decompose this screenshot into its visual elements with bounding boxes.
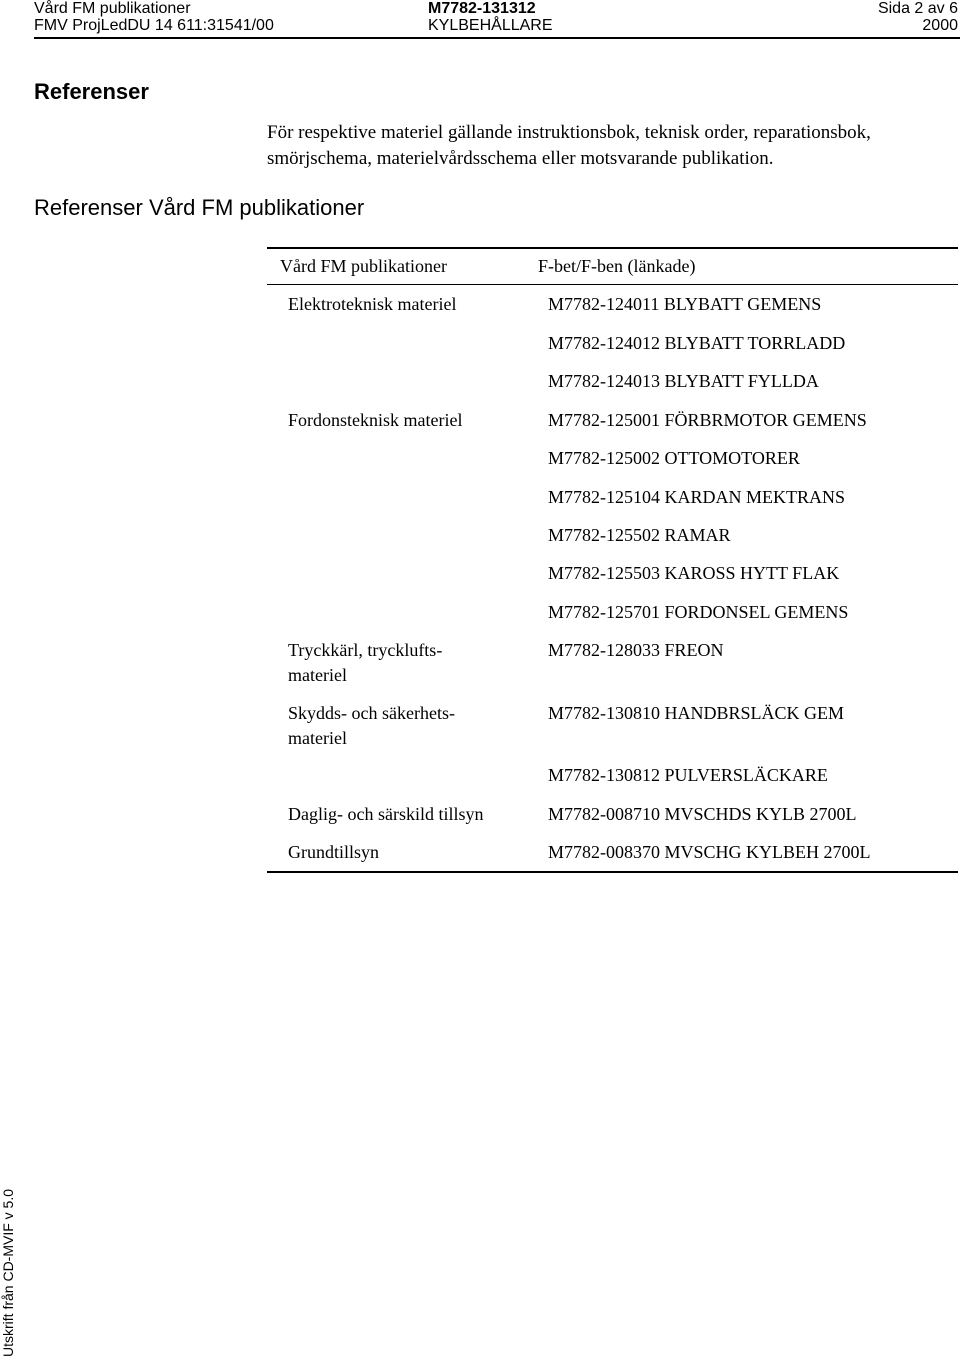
header-doc-id: M7782-131312 [428, 0, 536, 17]
publication-link[interactable]: M7782-124012 BLYBATT TORRLADD [548, 333, 846, 353]
publication-link[interactable]: M7782-124011 BLYBATT GEMENS [548, 294, 822, 314]
publication-link[interactable]: M7782-125503 KAROSS HYTT FLAK [548, 563, 840, 583]
publication-link[interactable]: M7782-128033 FREON [548, 640, 724, 660]
category-label: Skydds- och säkerhets- [288, 703, 455, 723]
table-bottom-rule [267, 871, 958, 873]
publication-link[interactable]: M7782-130812 PULVERSLÄCKARE [548, 765, 828, 785]
table-top-rule [267, 247, 958, 249]
header-year: 2000 [922, 17, 958, 34]
header-page: Sida 2 av 6 [877, 0, 958, 17]
publication-link[interactable]: M7782-125104 KARDAN MEKTRANS [548, 487, 846, 507]
category-label: Fordonsteknisk materiel [288, 410, 463, 430]
header-left-1: Vård FM publikationer [34, 0, 191, 17]
category-label: materiel [288, 665, 347, 685]
publication-link[interactable]: M7782-124013 BLYBATT FYLLDA [548, 371, 819, 391]
paragraph-line: smörjschema, materielvårdsschema eller motsvarande publikation. [267, 148, 774, 169]
publication-link[interactable]: M7782-125701 FORDONSEL GEMENS [548, 602, 849, 622]
section-paragraph [267, 120, 871, 172]
header-doc-title: KYLBEHÅLLARE [428, 17, 553, 34]
category-label: Tryckkärl, trycklufts- [288, 640, 443, 660]
table-header-right: F-bet/F-ben (länkade) [538, 256, 696, 276]
print-source-label: Utskrift från CD-MVIF v 5.0 [0, 1188, 16, 1357]
header-left-2: FMV ProjLedDU 14 611:31541/00 [34, 17, 274, 34]
table-header-rule [267, 284, 958, 285]
paragraph-line: För respektive materiel gällande instruktionsbok, teknisk order, reparationsbok, [267, 122, 871, 143]
publication-link[interactable]: M7782-125001 FÖRBRMOTOR GEMENS [548, 410, 867, 430]
publication-link[interactable]: M7782-008710 MVSCHDS KYLB 2700L [548, 804, 857, 824]
category-label: Grundtillsyn [288, 842, 380, 862]
publication-link[interactable]: M7782-125502 RAMAR [548, 525, 731, 545]
category-label: Daglig- och särskild tillsyn [288, 804, 484, 824]
section-title: Referenser [34, 79, 149, 104]
header-rule [34, 37, 960, 39]
publication-link[interactable]: M7782-130810 HANDBRSLÄCK GEM [548, 703, 845, 723]
category-label: materiel [288, 728, 347, 748]
table-header-left: Vård FM publikationer [280, 256, 447, 276]
publication-link[interactable]: M7782-008370 MVSCHG KYLBEH 2700L [548, 842, 871, 862]
publication-link[interactable]: M7782-125002 OTTOMOTORER [548, 448, 800, 468]
category-label: Elektroteknisk materiel [288, 294, 457, 314]
section-subtitle: Referenser Vård FM publikationer [34, 195, 365, 220]
